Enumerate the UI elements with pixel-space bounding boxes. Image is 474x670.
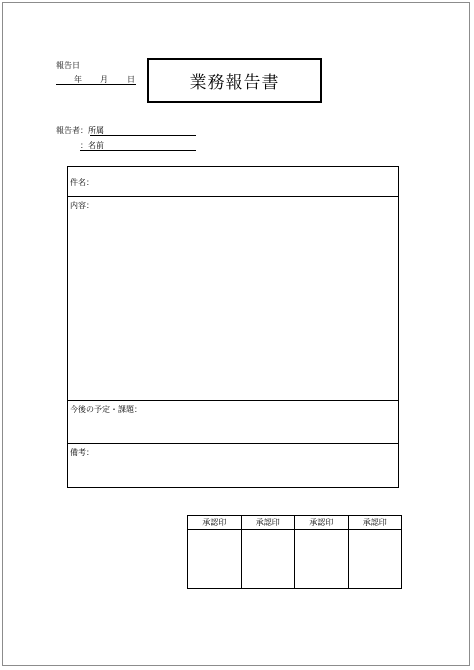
- report-date-field[interactable]: [56, 74, 136, 85]
- document-title-text: 業務報告書: [189, 73, 280, 93]
- name-field[interactable]: [80, 140, 196, 151]
- report-date-label: 報告日: [56, 61, 80, 70]
- plan-label: 今後の予定・課題：: [70, 405, 142, 414]
- day-label: 日: [127, 75, 135, 84]
- document-title: [147, 58, 322, 103]
- dept-field[interactable]: [90, 125, 196, 136]
- content-row[interactable]: [68, 197, 398, 401]
- approval-table: [187, 515, 402, 589]
- approval-stamp-3[interactable]: [295, 516, 349, 588]
- approval-head: 承認印: [295, 516, 348, 530]
- approval-stamp-1[interactable]: [188, 516, 242, 588]
- year-label: 年: [74, 75, 82, 84]
- name-label: ：名前: [80, 141, 104, 150]
- subject-label: 件名：: [70, 178, 94, 187]
- approval-stamp-4[interactable]: [349, 516, 402, 588]
- plan-row[interactable]: [68, 401, 398, 444]
- notes-label: 備考：: [70, 448, 94, 457]
- approval-head: 承認印: [242, 516, 295, 530]
- reporter-dept-label: 報告者：所属: [56, 126, 104, 135]
- content-label: 内容：: [70, 201, 94, 210]
- month-label: 月: [100, 75, 108, 84]
- notes-row[interactable]: [68, 444, 398, 487]
- approval-head: 承認印: [188, 516, 241, 530]
- approval-stamp-2[interactable]: [242, 516, 296, 588]
- report-form-table: [67, 166, 399, 488]
- subject-row[interactable]: [68, 167, 398, 197]
- approval-head: 承認印: [349, 516, 402, 530]
